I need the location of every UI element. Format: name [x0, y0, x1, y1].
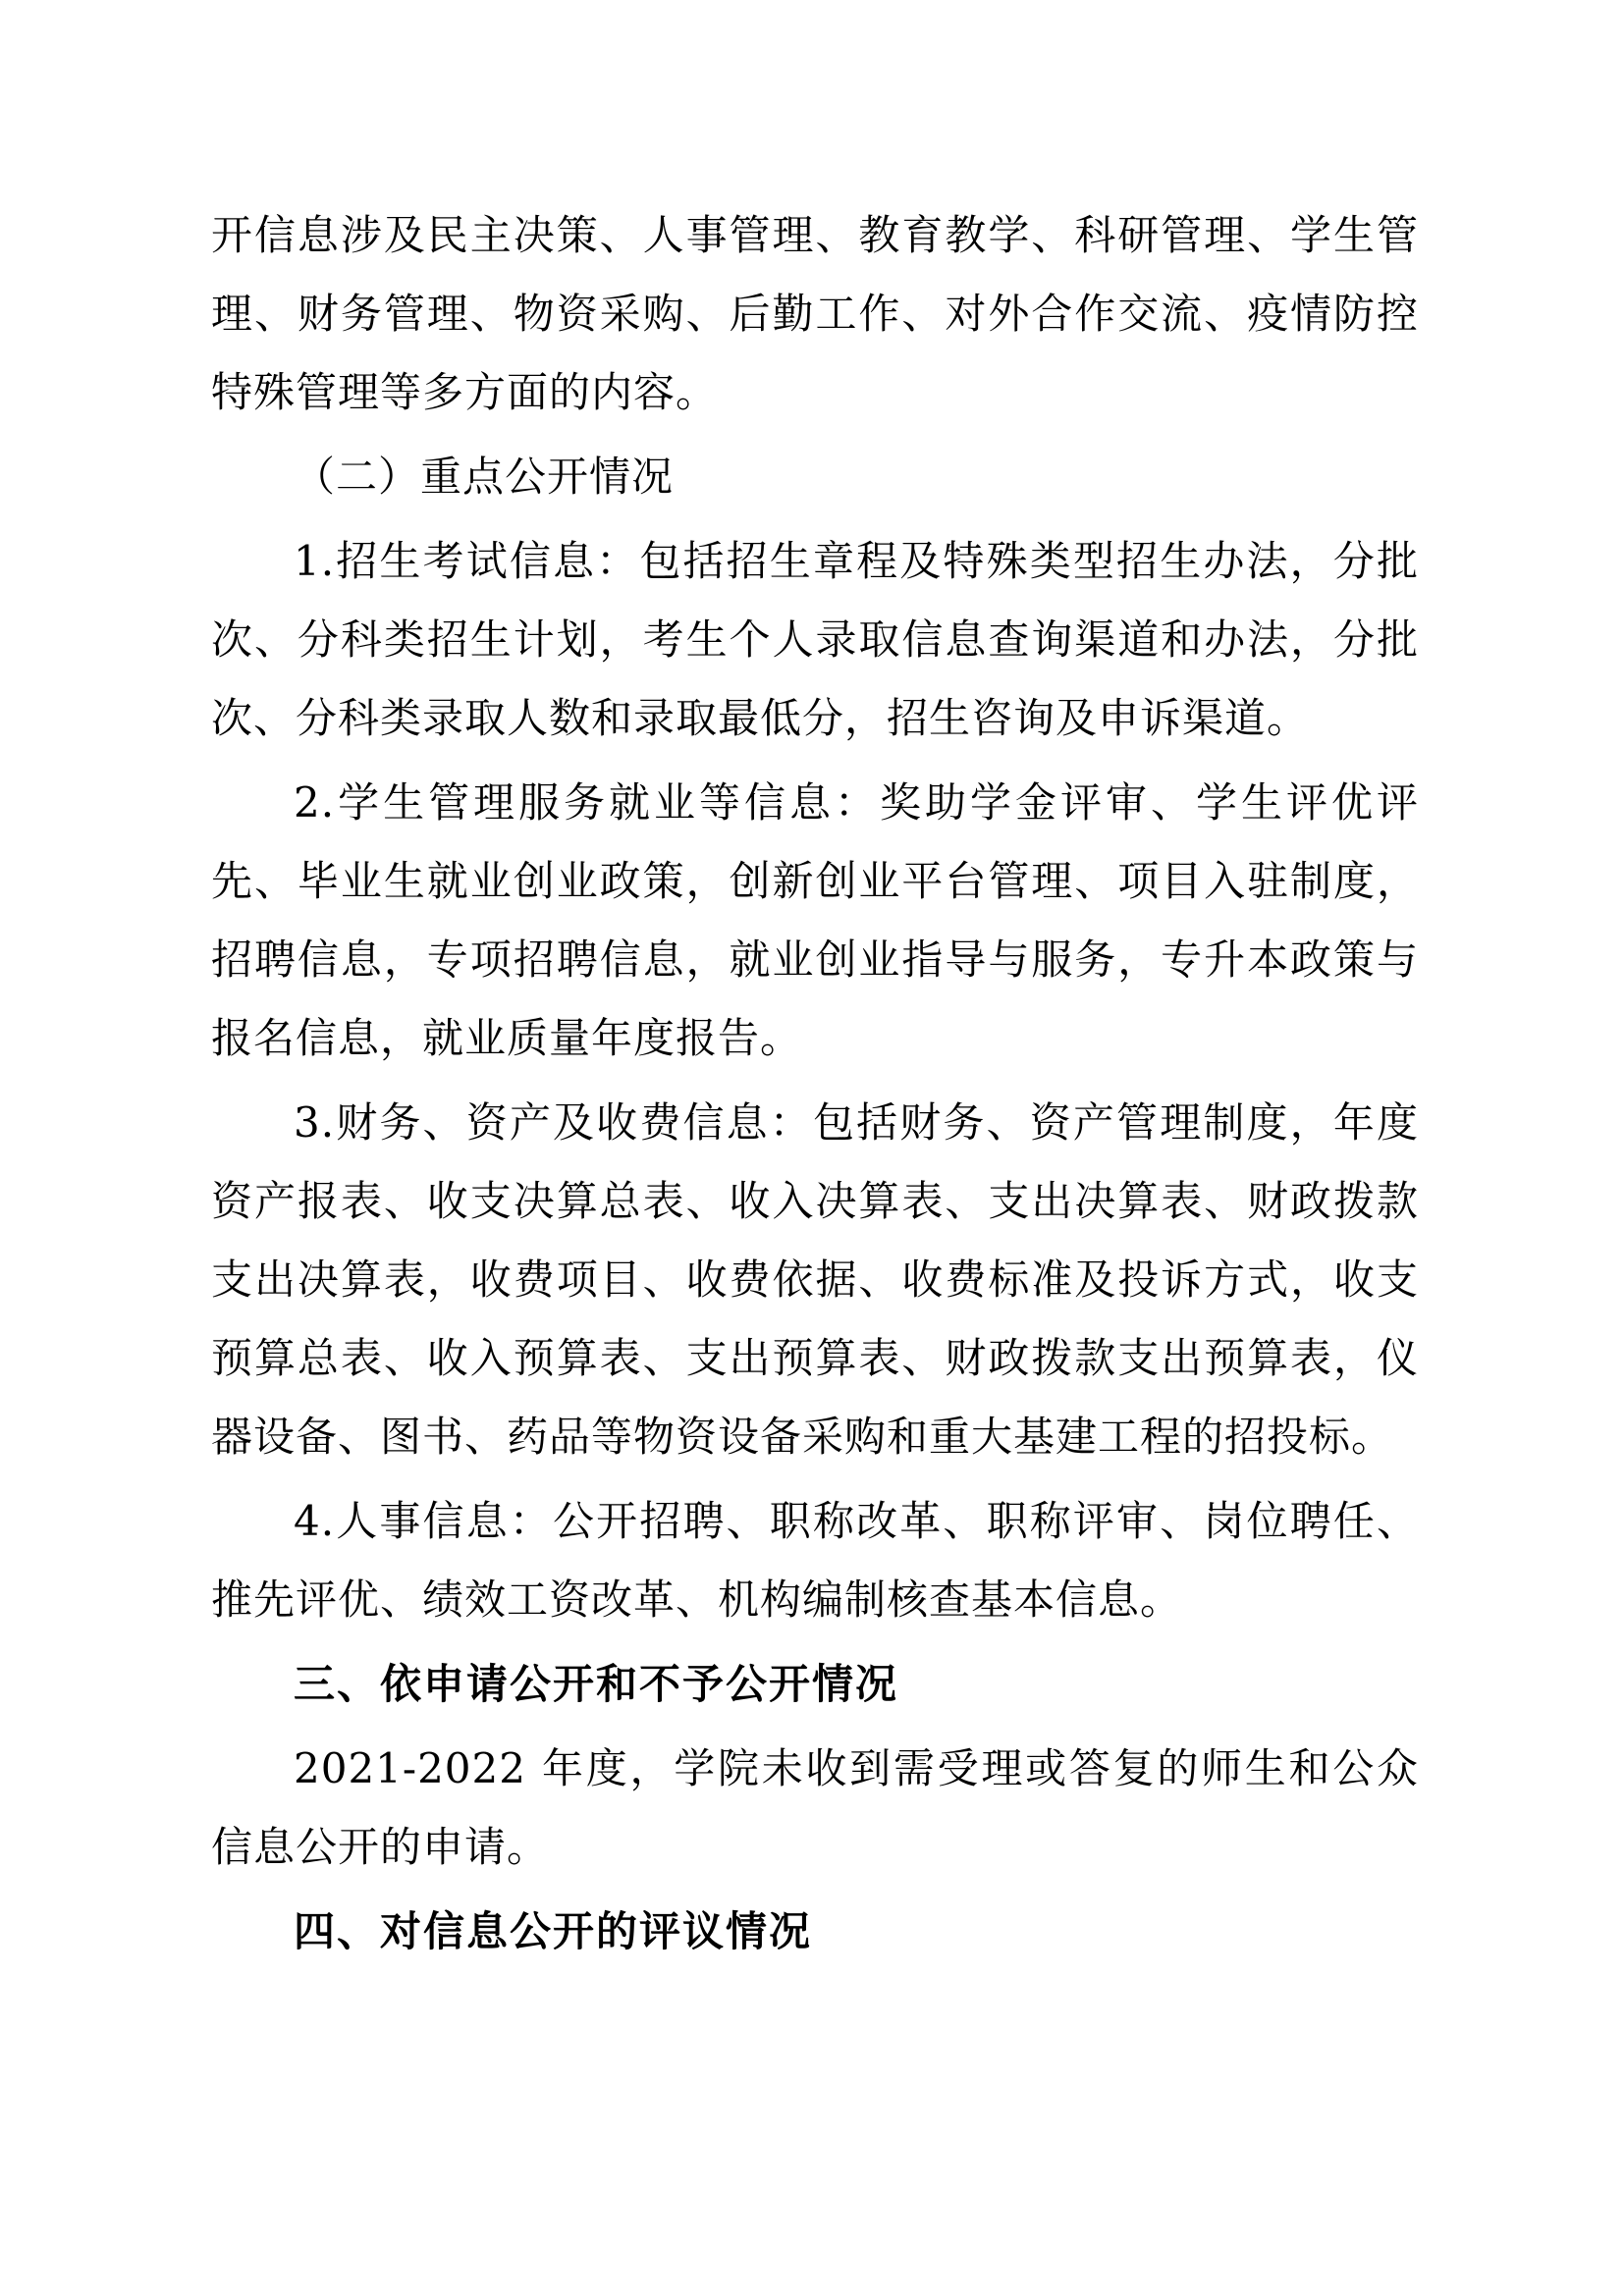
heading-section-four: 四、对信息公开的评议情况	[294, 1907, 813, 1955]
paragraph-student-service-employment-info: 2.学生管理服务就业等信息：奖助学金评审、学生评优评先、毕业生就业创业政策，创新创业平台管理、项目入驻制度，招聘信息，专项招聘信息，就业创业指导与服务，专升本政策与报名信息，就业质量年度报告。	[211, 778, 1419, 1062]
paragraph-personnel-info: 4.人事信息：公开招聘、职称改革、职称评审、岗位聘任、推先评优、绩效工资改革、机构编制核查基本信息。	[211, 1497, 1419, 1624]
subheading-key-disclosure: （二）重点公开情况	[294, 453, 675, 501]
paragraph-section-three-body: 2021-2022 年度，学院未收到需受理或答复的师生和公众信息公开的申请。	[211, 1744, 1419, 1871]
document-body	[211, 196, 1419, 1971]
paragraph-admission-exam-info: 1.招生考试信息：包括招生章程及特殊类型招生办法，分批次、分科类招生计划，考生个人录取信息查询渠道和办法，分批次、分科类录取人数和录取最低分，招生咨询及申诉渠道。	[211, 537, 1419, 742]
paragraph-finance-asset-fee-info: 3.财务、资产及收费信息：包括财务、资产管理制度，年度资产报表、收支决算总表、收入决算表、支出决算表、财政拨款支出决算表，收费项目、收费依据、收费标准及投诉方式，收支预算总表、收入预算表、支出预算表、财政拨款支出预算表，仪器设备、图书、药品等物资设备采购和重大基建工程的招投标。	[211, 1098, 1419, 1461]
paragraph-disclosure-scope: 开信息涉及民主决策、人事管理、教育教学、科研管理、学生管理、财务管理、物资采购、后勤工作、对外合作交流、疫情防控特殊管理等多方面的内容。	[211, 211, 1419, 416]
heading-section-three: 三、依申请公开和不予公开情况	[294, 1660, 899, 1708]
